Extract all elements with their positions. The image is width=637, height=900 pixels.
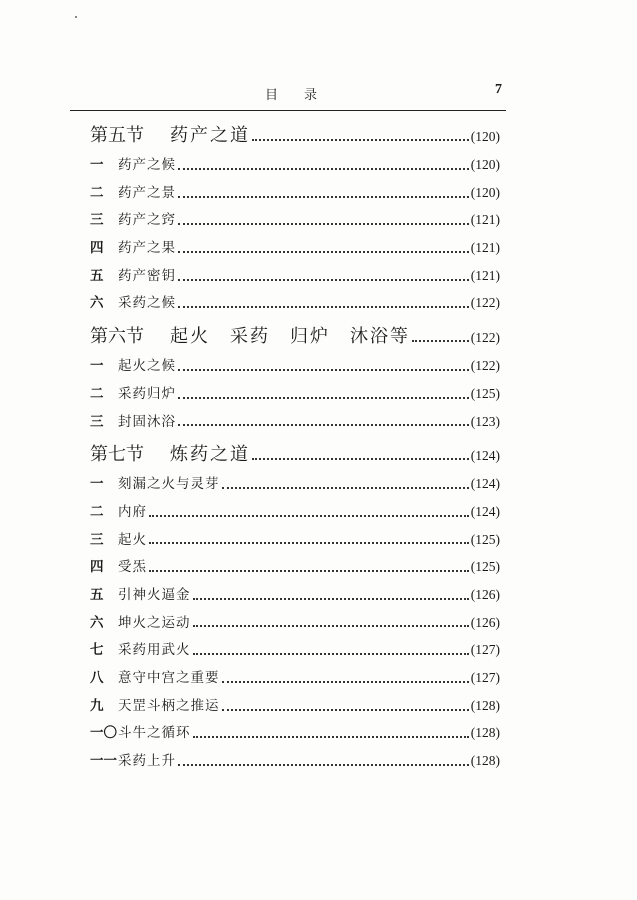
dot-leader bbox=[178, 168, 469, 170]
entry-page: (120) bbox=[470, 184, 500, 200]
entry-number: 一 bbox=[90, 476, 104, 493]
dot-leader bbox=[178, 397, 469, 399]
entry-title: 药产之道 bbox=[170, 125, 250, 146]
entry-page: (121) bbox=[470, 267, 500, 283]
dot-leader bbox=[193, 653, 469, 655]
entry-title: 采药之候 bbox=[118, 295, 176, 312]
toc-item-entry bbox=[90, 747, 500, 775]
dot-leader bbox=[149, 515, 469, 517]
dot-leader bbox=[178, 306, 469, 308]
toc-item-entry bbox=[90, 289, 500, 317]
entry-number: 五 bbox=[90, 267, 104, 284]
entry-number: 四 bbox=[90, 240, 104, 257]
entry-page: (121) bbox=[470, 240, 500, 256]
entry-page: (125) bbox=[470, 385, 500, 401]
entry-page: (122) bbox=[470, 358, 500, 374]
entry-title: 内府 bbox=[118, 503, 147, 520]
dot-leader bbox=[178, 251, 469, 253]
entry-title: 起火 bbox=[118, 531, 147, 548]
toc-item-entry bbox=[90, 262, 500, 290]
entry-page: (124) bbox=[470, 448, 500, 464]
entry-number: 第六节 bbox=[90, 326, 144, 348]
entry-title: 药产之候 bbox=[118, 157, 176, 173]
dot-leader bbox=[252, 458, 469, 460]
entry-title: 引神火逼金 bbox=[118, 586, 191, 603]
entry-title: 采药用武火 bbox=[118, 642, 191, 659]
entry-number: 九 bbox=[90, 697, 104, 714]
dot-leader bbox=[222, 709, 469, 711]
running-header bbox=[70, 84, 506, 108]
entry-title: 采药归炉 bbox=[118, 385, 176, 402]
entry-number: 二 bbox=[90, 184, 104, 201]
toc-item-entry bbox=[90, 470, 500, 498]
entry-number: 一一 bbox=[90, 753, 117, 770]
toc-item-entry bbox=[90, 719, 500, 747]
entry-page: (121) bbox=[470, 212, 500, 228]
toc-item-entry bbox=[90, 206, 500, 234]
dot-leader bbox=[193, 598, 469, 600]
entry-number: 一 bbox=[90, 358, 104, 375]
entry-number: 二 bbox=[90, 385, 104, 402]
entry-number: 六 bbox=[90, 614, 104, 631]
table-of-contents bbox=[90, 120, 500, 775]
entry-title: 炼药之道 bbox=[170, 444, 250, 466]
entry-title: 斗牛之循环 bbox=[118, 725, 191, 742]
entry-page: (126) bbox=[470, 614, 500, 630]
entry-title: 起火 采药 归炉 沐浴等 bbox=[170, 326, 410, 348]
toc-item-entry bbox=[90, 179, 500, 207]
entry-page: (128) bbox=[470, 725, 500, 741]
scan-speck bbox=[75, 16, 77, 18]
dot-leader bbox=[193, 625, 469, 627]
entry-page: (125) bbox=[470, 559, 500, 575]
entry-title: 受炁 bbox=[118, 559, 147, 576]
entry-number: 一 bbox=[90, 157, 104, 173]
entry-page: (120) bbox=[470, 157, 500, 172]
entry-number: 五 bbox=[90, 586, 104, 603]
toc-item-entry bbox=[90, 636, 500, 664]
toc-item-entry bbox=[90, 692, 500, 720]
entry-title: 药产密钥 bbox=[118, 267, 176, 284]
entry-number: 第七节 bbox=[90, 444, 144, 466]
dot-leader bbox=[178, 196, 469, 198]
entry-number: 第五节 bbox=[90, 125, 144, 146]
entry-title: 起火之候 bbox=[118, 358, 176, 375]
entry-number: 三 bbox=[90, 212, 104, 229]
dot-leader bbox=[178, 369, 469, 371]
dot-leader bbox=[178, 764, 469, 766]
entry-title: 药产之果 bbox=[118, 240, 176, 257]
dot-leader bbox=[178, 424, 469, 426]
dot-leader bbox=[222, 681, 469, 683]
entry-title: 采药上升 bbox=[118, 753, 176, 770]
entry-page: (123) bbox=[470, 413, 500, 429]
entry-page: (122) bbox=[470, 330, 500, 346]
header-page-number: 7 bbox=[495, 82, 502, 97]
toc-item-entry bbox=[90, 553, 500, 581]
entry-number: 二 bbox=[90, 503, 104, 520]
entry-page: (128) bbox=[470, 753, 500, 769]
toc-item-entry bbox=[90, 151, 500, 179]
entry-title: 天罡斗柄之推运 bbox=[118, 697, 220, 714]
toc-item-entry bbox=[90, 581, 500, 609]
entry-title: 药产之窍 bbox=[118, 212, 176, 229]
entry-number: 一〇 bbox=[90, 725, 117, 742]
dot-leader bbox=[412, 340, 469, 342]
dot-leader bbox=[178, 223, 469, 225]
dot-leader bbox=[222, 487, 469, 489]
entry-title: 药产之景 bbox=[118, 184, 176, 201]
toc-item-entry bbox=[90, 609, 500, 637]
entry-number: 七 bbox=[90, 642, 104, 659]
toc-item-entry bbox=[90, 234, 500, 262]
header-title: 目录 bbox=[265, 88, 344, 103]
toc-item-entry bbox=[90, 380, 500, 408]
entry-title: 意守中宫之重要 bbox=[118, 670, 220, 686]
toc-item-entry bbox=[90, 352, 500, 380]
entry-title: 封固沐浴 bbox=[118, 413, 176, 430]
toc-item-entry bbox=[90, 498, 500, 526]
entry-number: 三 bbox=[90, 413, 104, 430]
toc-item-entry bbox=[90, 526, 500, 554]
entry-title: 坤火之运动 bbox=[118, 614, 191, 631]
entry-page: (120) bbox=[470, 129, 500, 144]
toc-item-entry bbox=[90, 664, 500, 692]
entry-number: 八 bbox=[90, 670, 104, 686]
entry-page: (125) bbox=[470, 531, 500, 547]
toc-section-entry bbox=[90, 321, 500, 352]
header-rule bbox=[70, 110, 506, 111]
entry-number: 六 bbox=[90, 295, 104, 312]
entry-page: (124) bbox=[470, 476, 500, 492]
dot-leader bbox=[178, 279, 469, 281]
entry-page: (128) bbox=[470, 697, 500, 713]
toc-item-entry bbox=[90, 408, 500, 436]
dot-leader bbox=[149, 542, 469, 544]
dot-leader bbox=[149, 570, 469, 572]
entry-number: 三 bbox=[90, 531, 104, 548]
entry-page: (127) bbox=[470, 642, 500, 658]
dot-leader bbox=[252, 139, 469, 141]
entry-page: (126) bbox=[470, 586, 500, 602]
entry-page: (122) bbox=[470, 295, 500, 311]
entry-number: 四 bbox=[90, 559, 104, 576]
entry-page: (127) bbox=[470, 670, 500, 685]
toc-section-entry bbox=[90, 439, 500, 470]
toc-section-entry bbox=[90, 120, 500, 151]
entry-title: 刻漏之火与灵芽 bbox=[118, 476, 220, 493]
entry-page: (124) bbox=[470, 503, 500, 519]
dot-leader bbox=[193, 736, 469, 738]
